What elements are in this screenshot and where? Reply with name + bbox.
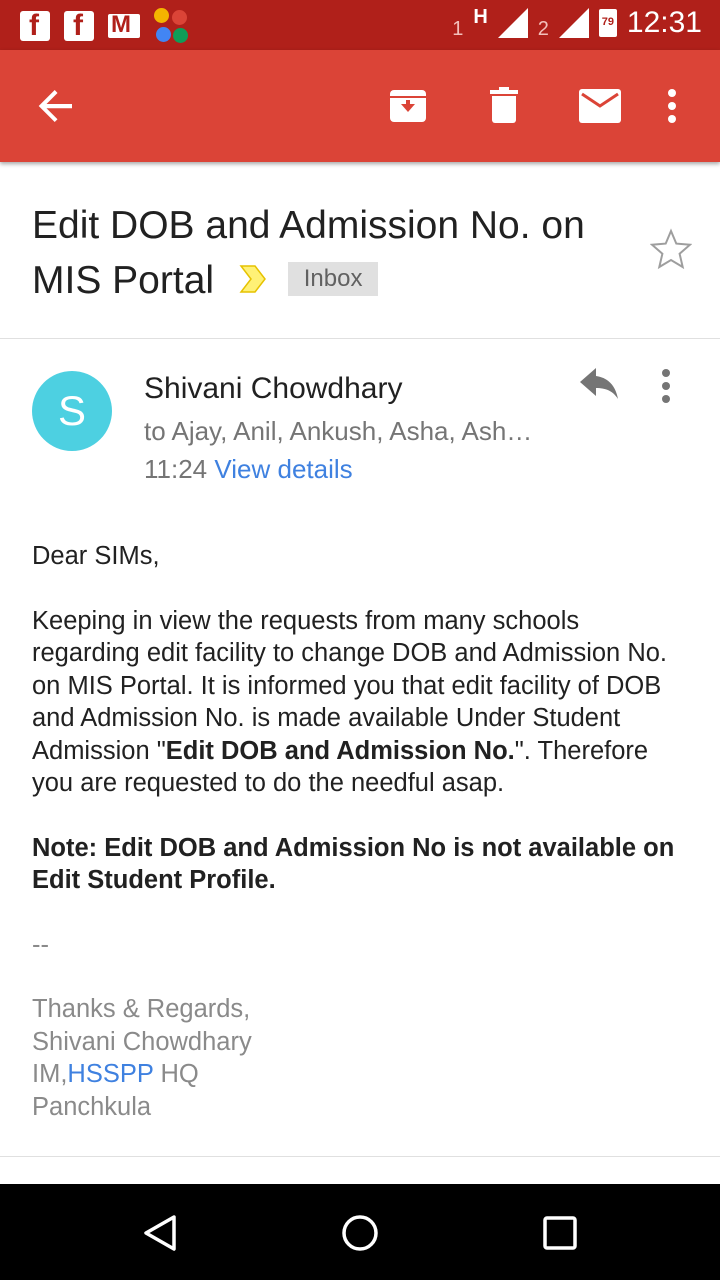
more-options-button[interactable] [644, 78, 700, 134]
gmail-notification-icon: M [108, 14, 140, 38]
signature-line: Shivani Chowdhary [32, 1027, 252, 1056]
avatar[interactable]: S [32, 371, 112, 451]
body-text: ". Therefore you are requested to do the needful asap. [32, 736, 649, 797]
facebook-notification-icon: f [64, 11, 94, 41]
divider [0, 1156, 720, 1157]
recipients-line: to Ajay, Anil, Ankush, Asha, Ash… [144, 416, 533, 446]
email-subject [32, 198, 632, 308]
signal-icon [559, 8, 589, 38]
delete-button[interactable] [476, 78, 532, 134]
email-time: 11:24 [144, 454, 208, 484]
nav-home-button[interactable] [335, 1208, 385, 1258]
signature-line [32, 1058, 682, 1091]
app-bar [0, 50, 720, 162]
signature-text: IM, [32, 1060, 68, 1088]
subject-area [0, 162, 720, 339]
nav-back-button[interactable] [135, 1208, 185, 1258]
body-paragraph [32, 605, 682, 800]
email-body [32, 540, 682, 1123]
delete-icon [484, 86, 524, 126]
nav-home-icon [340, 1213, 380, 1253]
signature-line: Thanks & Regards, [32, 995, 251, 1023]
app-notification-icon [154, 8, 190, 44]
note-text [32, 832, 682, 897]
body-bold-text: Edit DOB and Admission No. [165, 736, 515, 765]
message-more-options-button[interactable] [660, 368, 672, 409]
nav-recents-icon [540, 1213, 580, 1253]
more-vert-icon [666, 88, 678, 124]
back-arrow-icon [36, 86, 76, 126]
signal-icon [498, 8, 528, 38]
view-details-link[interactable]: View details [214, 454, 353, 484]
greeting: Dear SIMs, [32, 542, 160, 570]
signature-separator: -- [32, 930, 49, 959]
back-button[interactable] [28, 78, 84, 134]
more-vert-icon [660, 368, 672, 404]
signature-line: Panchkula [32, 1092, 152, 1121]
inbox-label-badge[interactable]: Inbox [288, 262, 379, 296]
battery-icon [599, 9, 617, 37]
sim1-label: 1 [452, 17, 464, 40]
signature-text: HQ [153, 1060, 199, 1088]
body-text: Keeping in view the requests from many schools regarding edit facility to change DOB and Admission No. on MIS Portal. It is informed you that edit facility of DOB and Admission No. is made available Under Student Admission " [32, 606, 668, 765]
archive-icon [388, 86, 428, 126]
subject-text: Edit DOB and Admission No. on MIS Portal [32, 204, 585, 302]
hsspp-link[interactable]: HSSPP [67, 1060, 154, 1088]
time-line [144, 454, 353, 485]
status-bar [0, 0, 720, 50]
note-bold-text: Note: Edit DOB and Admission No is not available on Edit Student Profile. [32, 833, 675, 894]
clock: 12:31 [626, 6, 702, 39]
mark-unread-icon [579, 89, 621, 123]
importance-marker-icon[interactable] [239, 264, 267, 294]
signature [32, 929, 682, 1124]
sender-name: Shivani Chowdhary [144, 372, 403, 405]
star-icon[interactable] [650, 228, 692, 270]
reply-button[interactable] [578, 368, 622, 413]
sender-header [0, 338, 720, 518]
network-type: H [473, 5, 488, 28]
battery-level: 79 [601, 16, 615, 28]
nav-recents-button[interactable] [535, 1208, 585, 1258]
facebook-notification-icon: f [20, 11, 50, 41]
mark-unread-button[interactable] [572, 78, 628, 134]
sim2-label: 2 [537, 17, 549, 40]
navigation-bar [0, 1184, 720, 1280]
nav-back-icon [140, 1213, 180, 1253]
archive-button[interactable] [380, 78, 436, 134]
reply-icon [578, 368, 622, 408]
